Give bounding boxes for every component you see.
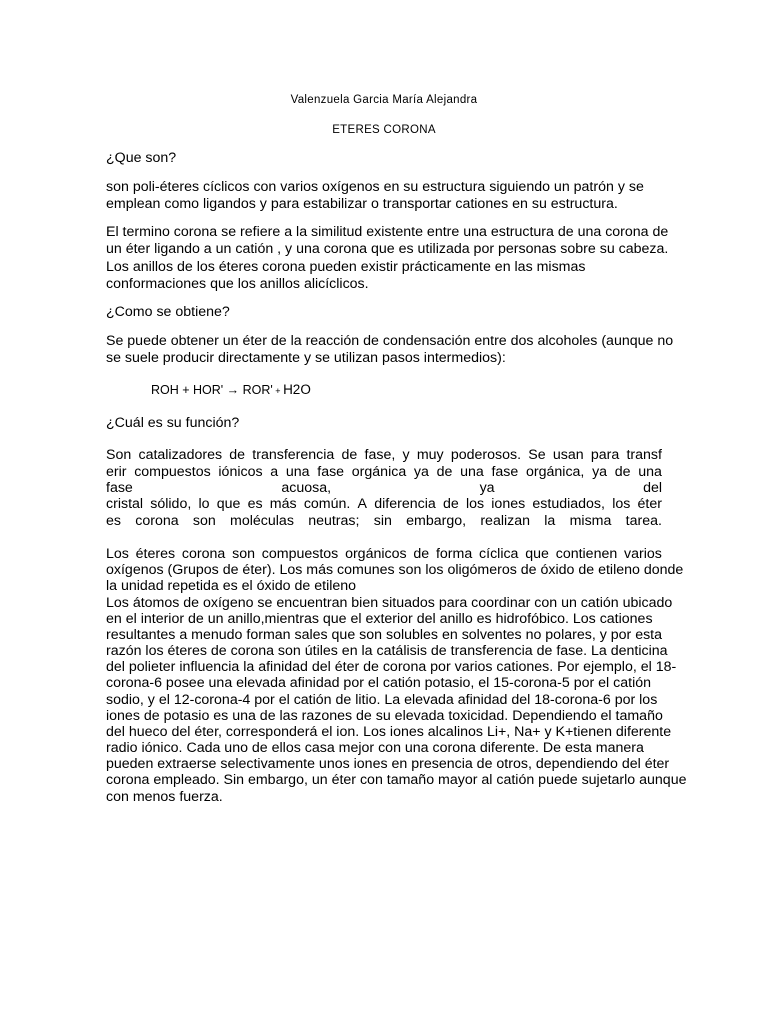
word: embargo,	[406, 513, 467, 529]
word: Los	[106, 546, 129, 562]
paragraph-line: iones de potasio es una de las razones de su elevada toxicidad. Dependiendo el tamaño	[106, 708, 663, 724]
paragraph-line: Se puede obtener un éter de la reacción de condensación entre dos alcoholes (aunque no	[106, 333, 674, 349]
paragraph-line: radio iónico. Cada uno de ellos casa mejor con una corona diferente. De esta manera	[106, 740, 644, 756]
justified-line	[106, 447, 662, 463]
word: fase	[106, 480, 133, 496]
word: usan	[552, 447, 584, 463]
paragraph-line: corona-6 posee una elevada afinidad por el catión potasio, el 15-corona-5 por el catión	[106, 675, 652, 691]
justified-line	[106, 496, 662, 512]
word: fase	[317, 464, 345, 480]
word: más	[269, 496, 297, 512]
paragraph-line: conformaciones que los anillos alicíclicos.	[106, 276, 369, 292]
paragraph-line: resultantes a menudo forman sales que son solubles en solventes no polares, y por esta	[106, 627, 663, 643]
word: de	[442, 496, 459, 512]
justified-line	[106, 464, 662, 480]
word: muy	[416, 447, 444, 463]
word: cíclica	[479, 546, 519, 562]
word: compuestos	[261, 546, 339, 562]
word: iones	[491, 496, 526, 512]
word: del	[643, 480, 662, 496]
question-como-se-obtiene: ¿Como se obtiene?	[106, 304, 230, 320]
word: son	[192, 513, 216, 529]
paragraph-line: emplean como ligandos y para estabilizar o transportar cationes en su estructura.	[106, 196, 618, 212]
word: una	[285, 464, 310, 480]
paragraph-line: Los anillos de los éteres corona pueden existir prácticamente en las mismas	[106, 259, 586, 275]
paragraph-line: razón los éteres de corona son útiles en la catálisis de transferencia de fase. La denticina	[106, 643, 668, 659]
word: corona	[135, 513, 179, 529]
word: iónicos	[218, 464, 263, 480]
paragraph-line: en el interior de un anillo,mientras que el exterior del anillo es hidrofóbico. Los cationes	[106, 611, 653, 627]
word: fase	[491, 464, 519, 480]
word: que	[216, 496, 241, 512]
word: diferencia	[374, 496, 436, 512]
word: es	[106, 513, 121, 529]
word: de	[229, 447, 246, 463]
paragraph-line: pueden extraerse selectivamente unos iones en presencia de otros, dependiendo del éter	[106, 756, 670, 772]
justified-line	[106, 480, 662, 496]
word: moléculas	[230, 513, 294, 529]
word: ya	[479, 480, 495, 496]
word: común.	[303, 496, 351, 512]
word: a	[270, 464, 279, 480]
word: ya	[413, 464, 429, 480]
word: es	[247, 496, 263, 512]
question-que-son: ¿Que son?	[106, 150, 177, 166]
word: orgánica	[351, 464, 407, 480]
word: la	[544, 513, 556, 529]
paragraph-line: El termino corona se refiere a la similitud existente entre una estructura de una corona de	[106, 224, 669, 240]
word: de	[413, 546, 430, 562]
paragraph-line: corona empleado. Sin embargo, un éter con tamaño mayor al catión puede sujetarlo aunque	[106, 772, 687, 788]
word: erir	[106, 464, 127, 480]
paragraph-line: con menos fuerza.	[106, 789, 223, 805]
word: transf	[626, 447, 662, 463]
word: sólido,	[150, 496, 192, 512]
word: catalizadores	[138, 447, 223, 463]
word: que	[525, 546, 549, 562]
word: misma	[569, 513, 612, 529]
word: Son	[106, 447, 132, 463]
word: compuestos	[134, 464, 211, 480]
paragraph-line: son poli-éteres cíclicos con varios oxígenos en su estructura siguiendo un patrón y se	[106, 179, 644, 195]
word: contienen	[555, 546, 618, 562]
word: transferencia	[252, 447, 335, 463]
word: una	[460, 464, 484, 480]
word: poderosos.	[450, 447, 522, 463]
word: éteres	[135, 546, 176, 562]
paragraph-line: sodio, y el 12-corona-4 por el catión de litio. La elevada afinidad del 18-corona-6 por los	[106, 692, 658, 708]
author-name: Valenzuela Garcia María Alejandra	[290, 94, 478, 106]
document-title: ETERES CORONA	[332, 124, 436, 136]
word: Se	[528, 447, 546, 463]
paragraph-line: del polieter influencia la afinidad del éter de corona por varios cationes. Por ejemplo, el 18-	[106, 659, 677, 675]
equation-reactants: ROH + HOR' → ROR'	[151, 383, 273, 397]
word: y	[402, 447, 410, 463]
word: son	[232, 546, 255, 562]
word: ya	[592, 464, 608, 480]
word: orgánicos	[345, 546, 407, 562]
word: fase,	[364, 447, 396, 463]
word: de	[614, 464, 631, 480]
justified-line	[106, 546, 662, 562]
word: de	[341, 447, 358, 463]
equation-water: H2O	[283, 382, 311, 397]
word: para	[590, 447, 620, 463]
paragraph-line: del hueco del éter, corresponderá el ion. Los iones alcalinos Li+, Na+ y K+tienen diferente	[106, 724, 672, 740]
word: estudiados,	[532, 496, 605, 512]
word: éter	[637, 496, 662, 512]
word: neutras;	[308, 513, 360, 529]
word: corona	[181, 546, 226, 562]
justified-line	[106, 513, 662, 529]
word: forma	[435, 546, 473, 562]
word: sin	[373, 513, 392, 529]
word: A	[357, 496, 368, 512]
word: tarea.	[625, 513, 662, 529]
question-cual-es-su-funcion: ¿Cuál es su función?	[106, 415, 240, 431]
word: acuosa,	[281, 480, 332, 496]
word: de	[436, 464, 453, 480]
reaction-equation	[151, 382, 311, 397]
paragraph-line: oxígenos (Grupos de éter). Los más comunes son los oligómeros de óxido de etileno donde	[106, 562, 684, 578]
word: los	[612, 496, 631, 512]
word: orgánica,	[526, 464, 585, 480]
paragraph-line: se suele producir directamente y se utilizan pasos intermedios):	[106, 350, 506, 366]
word: lo	[198, 496, 210, 512]
equation-plus: +	[272, 386, 284, 396]
paragraph-line: Los átomos de oxígeno se encuentran bien situados para coordinar con un catión ubicado	[106, 595, 673, 611]
paragraph-line: un éter ligando a un catión , y una corona que es utilizada por personas sobre su cabeza.	[106, 241, 669, 257]
word: cristal	[106, 496, 144, 512]
word: realizan	[480, 513, 531, 529]
word: los	[465, 496, 485, 512]
word: una	[638, 464, 662, 480]
paragraph-line: la unidad repetida es el óxido de etileno	[106, 578, 357, 594]
word: varios	[624, 546, 662, 562]
